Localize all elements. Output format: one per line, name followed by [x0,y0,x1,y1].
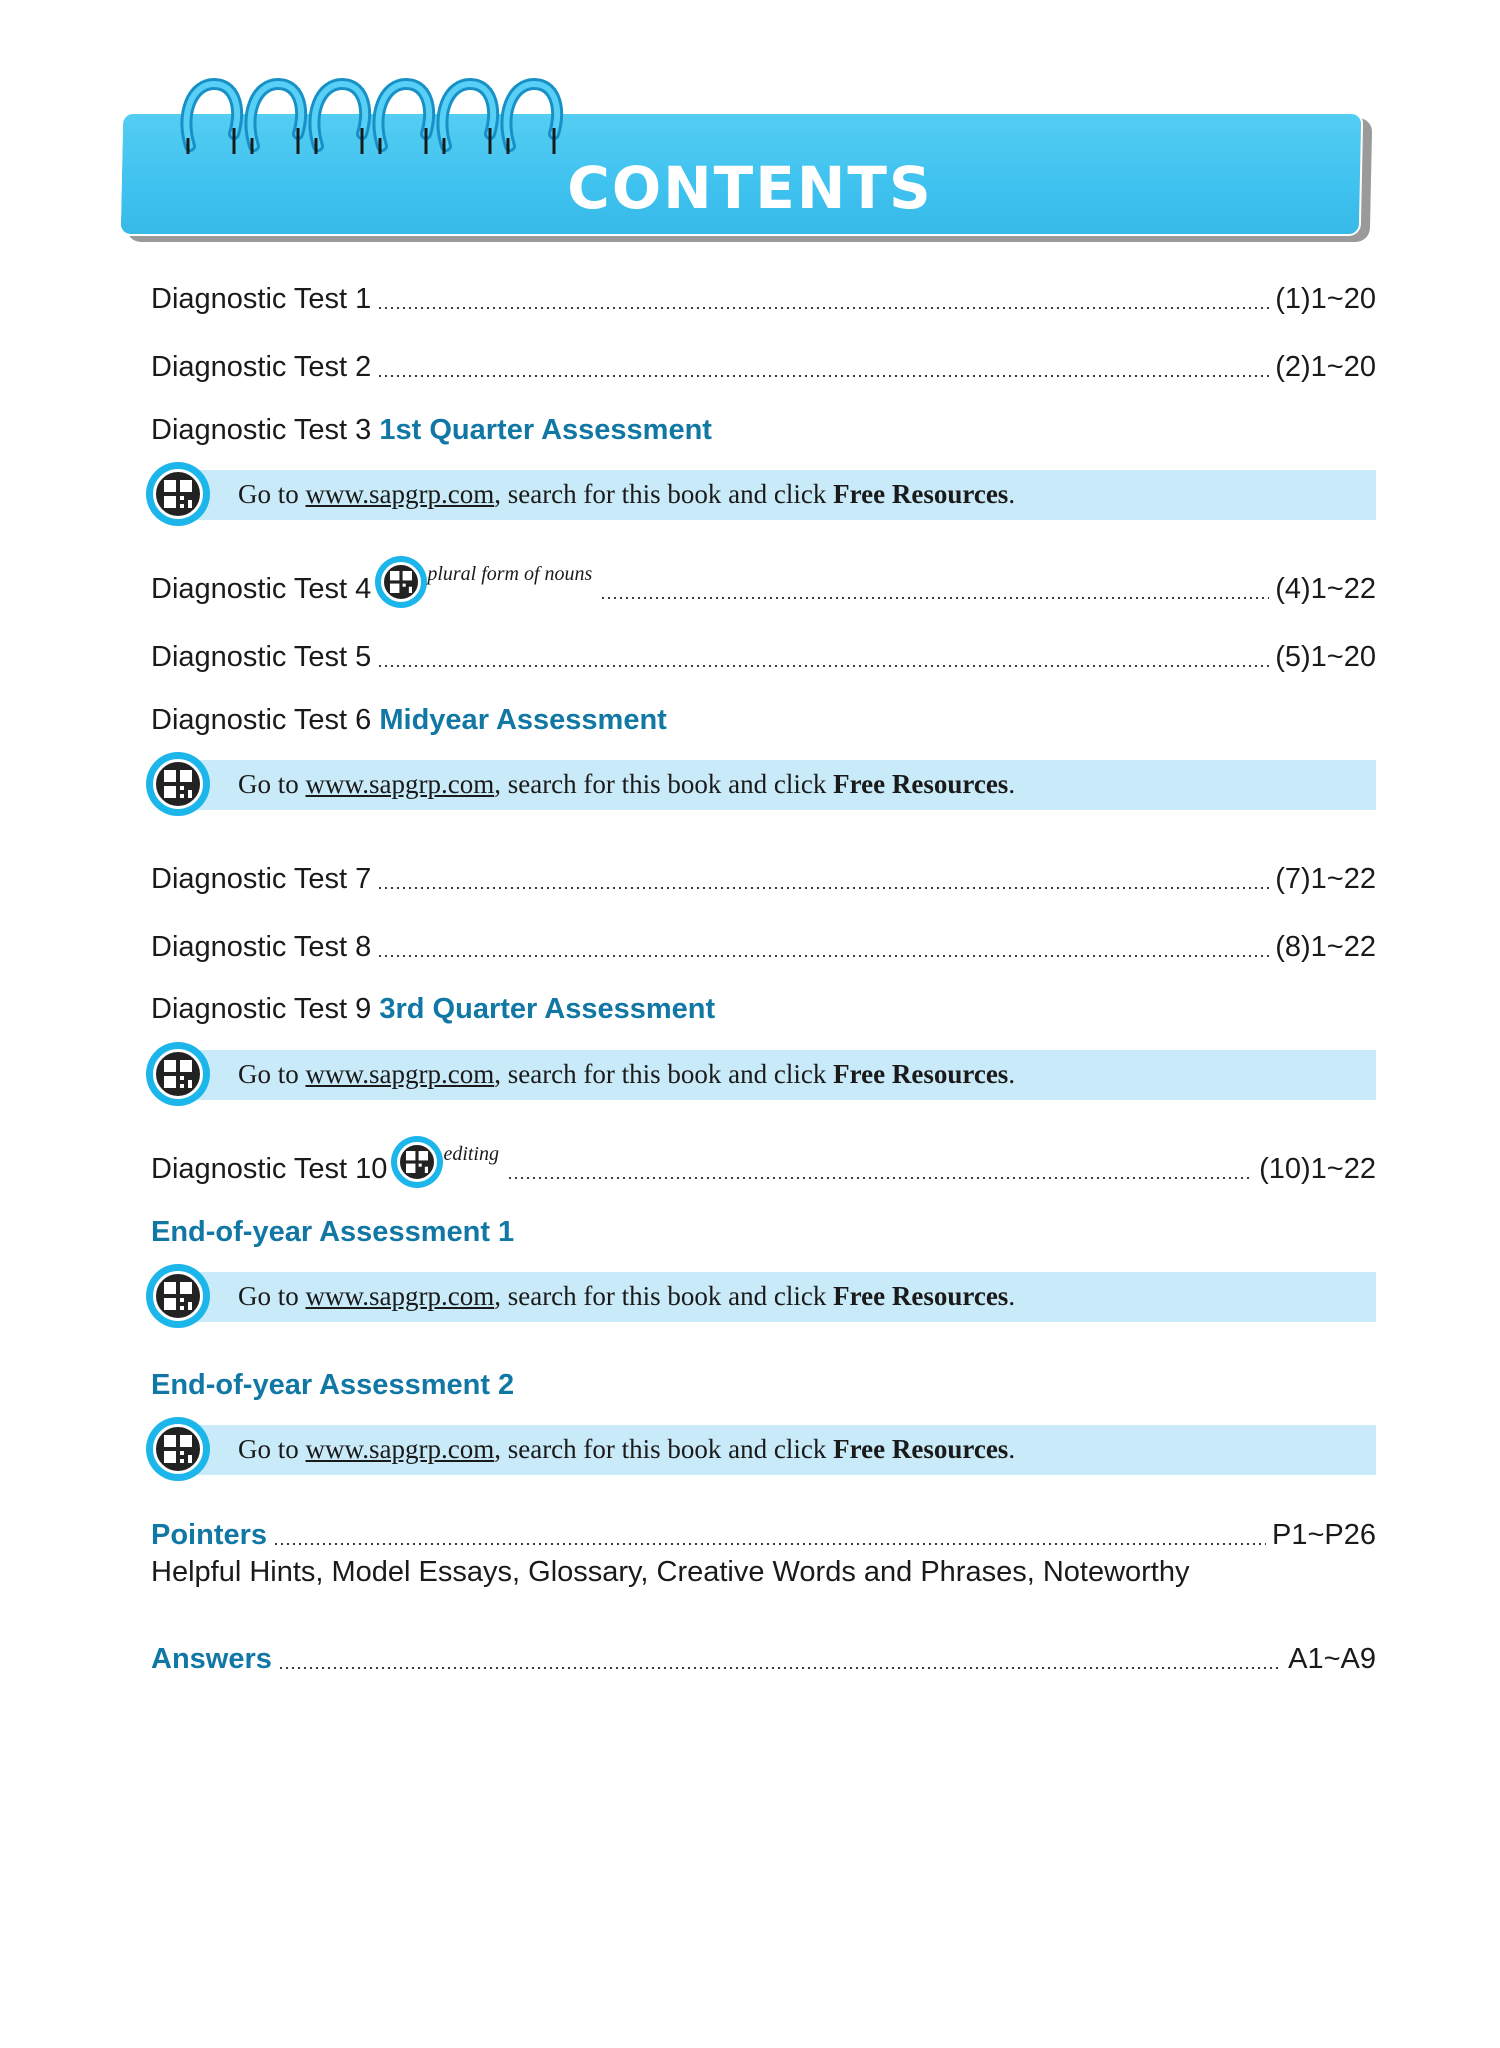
qr-code-icon [391,1136,443,1188]
website-link[interactable]: www.sapgrp.com [305,479,495,509]
resource-suffix: . [1008,769,1016,799]
qr-code-icon [146,462,210,526]
resource-suffix: . [1008,479,1016,509]
resource-text [238,1281,1015,1312]
contents-header [120,76,1380,256]
dot-leader [377,307,1269,309]
website-link[interactable]: www.sapgrp.com [305,1281,495,1311]
toc-row-diagnostic-test-1[interactable] [151,276,1376,316]
free-resources-label: Free Resources [833,769,1009,799]
toc-row-answers[interactable] [151,1636,1376,1676]
toc-row-diagnostic-test-4[interactable] [151,563,1376,606]
free-resources-label: Free Resources [833,1434,1009,1464]
toc-label: Diagnostic Test 5 [151,641,372,673]
toc-page: A1~A9 [1288,1643,1376,1675]
spiral-binding-icon [172,76,592,156]
toc-label: Diagnostic Test 6 [151,704,372,736]
toc-label: Diagnostic Test 8 [151,931,372,963]
toc-row-diagnostic-test-10[interactable] [151,1143,1376,1186]
resource-middle: , search for this book and click [494,479,834,509]
resource-middle: , search for this book and click [494,769,834,799]
resource-middle: , search for this book and click [494,1434,834,1464]
free-resources-banner[interactable] [146,1417,1376,1481]
page-title: CONTENTS [567,154,933,222]
qr-code-icon [146,752,210,816]
toc-label: Pointers [151,1519,268,1551]
resource-text [238,479,1015,510]
qr-badge [371,566,427,606]
free-resources-banner[interactable] [146,752,1376,816]
resource-prefix: Go to [238,1434,306,1464]
assessment-title: 1st Quarter Assessment [379,414,712,446]
qr-code-icon [146,1042,210,1106]
topic-note: editing [443,1143,499,1165]
dot-leader [377,665,1269,667]
website-link[interactable]: www.sapgrp.com [305,769,495,799]
toc-page: (8)1~22 [1275,931,1376,963]
toc-page: (7)1~22 [1275,863,1376,895]
resource-middle: , search for this book and click [494,1059,834,1089]
toc-page: (10)1~22 [1259,1153,1376,1185]
toc-row-diagnostic-test-2[interactable] [151,344,1376,384]
resource-middle: , search for this book and click [494,1281,834,1311]
free-resources-banner[interactable] [146,1264,1376,1328]
toc-label: Diagnostic Test 2 [151,351,372,383]
dot-leader [278,1667,1282,1669]
toc-label: Answers [151,1643,272,1675]
qr-code-icon [146,1264,210,1328]
free-resources-label: Free Resources [833,1281,1009,1311]
toc-row-diagnostic-test-5[interactable] [151,634,1376,674]
resource-suffix: . [1008,1281,1016,1311]
toc-label: Diagnostic Test 4 [151,573,372,605]
topic-note: plural form of nouns [427,563,593,585]
toc-row-diagnostic-test-8[interactable] [151,924,1376,964]
toc-row-diagnostic-test-6[interactable] [151,704,667,737]
toc-row-diagnostic-test-3[interactable] [151,414,712,447]
resource-prefix: Go to [238,1281,306,1311]
toc-page: (2)1~20 [1275,351,1376,383]
toc-label: Diagnostic Test 7 [151,863,372,895]
assessment-title: Midyear Assessment [379,704,667,736]
assessment-title: 3rd Quarter Assessment [379,993,716,1025]
dot-leader [377,887,1269,889]
dot-leader [600,597,1269,599]
toc-row-diagnostic-test-7[interactable] [151,856,1376,896]
toc-label: Diagnostic Test 1 [151,283,372,315]
toc-page: (5)1~20 [1275,641,1376,673]
qr-badge [387,1146,443,1186]
resource-suffix: . [1008,1059,1016,1089]
dot-leader [377,955,1269,957]
resource-text [238,1059,1015,1090]
resource-prefix: Go to [238,1059,306,1089]
toc-page: (4)1~22 [1275,573,1376,605]
qr-code-icon [146,1417,210,1481]
toc-label: Diagnostic Test 3 [151,414,372,446]
website-link[interactable]: www.sapgrp.com [305,1059,495,1089]
pointers-subtitle: Helpful Hints, Model Essays, Glossary, Creative Words and Phrases, Noteworthy [151,1556,1190,1588]
toc-row-end-of-year-assessment-2[interactable]: End-of-year Assessment 2 [151,1369,515,1401]
free-resources-banner[interactable] [146,462,1376,526]
resource-prefix: Go to [238,479,306,509]
toc-page: P1~P26 [1271,1519,1376,1551]
toc-row-pointers[interactable] [151,1512,1376,1552]
resource-text [238,769,1015,800]
free-resources-label: Free Resources [833,1059,1009,1089]
dot-leader [377,375,1269,377]
resource-suffix: . [1008,1434,1016,1464]
toc-row-diagnostic-test-9[interactable] [151,993,715,1026]
resource-text [238,1434,1015,1465]
resource-prefix: Go to [238,769,306,799]
toc-label: Diagnostic Test 10 [151,1153,388,1185]
toc-row-end-of-year-assessment-1[interactable]: End-of-year Assessment 1 [151,1216,515,1248]
website-link[interactable]: www.sapgrp.com [305,1434,495,1464]
toc-page: (1)1~20 [1275,283,1376,315]
qr-code-icon [375,556,427,608]
free-resources-label: Free Resources [833,479,1009,509]
dot-leader [507,1177,1253,1179]
dot-leader [273,1543,1266,1545]
free-resources-banner[interactable] [146,1042,1376,1106]
toc-label: Diagnostic Test 9 [151,993,372,1025]
